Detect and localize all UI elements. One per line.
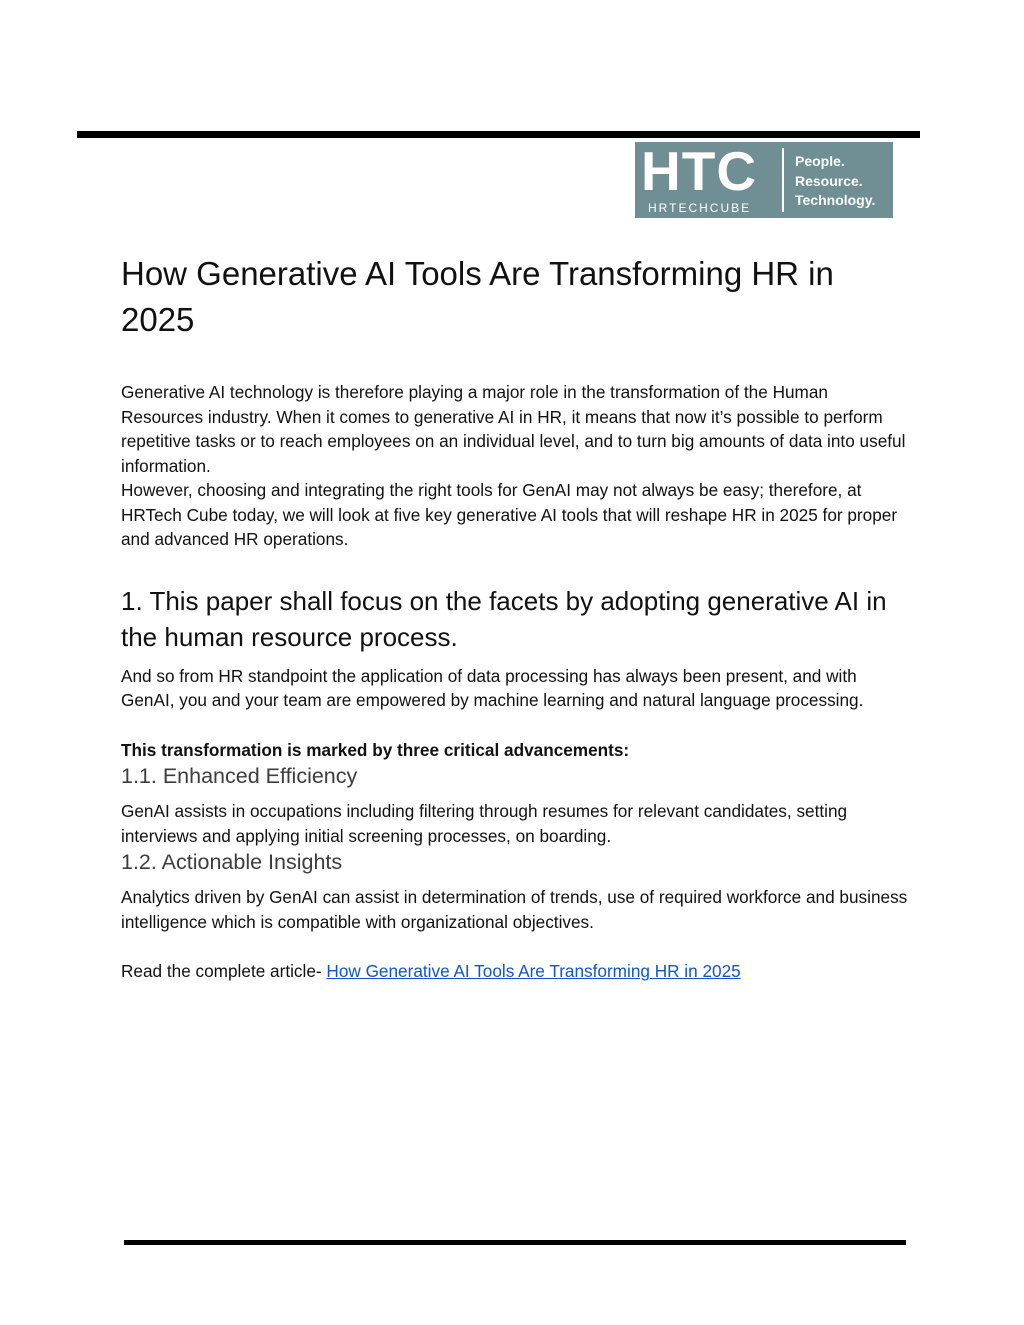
- subsection-1-2-body: Analytics driven by GenAI can assist in determination of trends, use of required workforce and business intelligence which is compatible with organizational objectives.: [121, 887, 908, 932]
- section-1-heading: 1. This paper shall focus on the facets by adopting generative AI in the human resource process.: [121, 585, 887, 652]
- read-more-line: [121, 959, 911, 984]
- read-more-prefix: Read the complete article-: [121, 961, 327, 981]
- document-title: How Generative AI Tools Are Transforming HR in 2025: [121, 255, 834, 338]
- logo-tagline-resource: Resource.: [795, 172, 863, 189]
- logo-tagline-technology: Technology.: [795, 192, 876, 208]
- document-content: [121, 251, 911, 984]
- logo-taglines: [795, 152, 875, 211]
- article-link[interactable]: How Generative AI Tools Are Transforming HR in 2025: [326, 961, 741, 981]
- top-rule: [77, 131, 920, 138]
- advancements-intro: This transformation is marked by three critical advancements:: [121, 739, 630, 760]
- section-1-body: And so from HR standpoint the application of data processing has always been present, and with GenAI, you and your team are empowered by machine learning and natural language processing.: [121, 665, 864, 710]
- bottom-rule: [124, 1240, 906, 1245]
- logo-letters: HTC: [641, 140, 758, 202]
- subsection-1-2-heading: 1.2. Actionable Insights: [121, 850, 343, 874]
- logo-subtitle: HRTECHCUBE: [648, 201, 752, 215]
- subsection-1-1-heading: 1.1. Enhanced Efficiency: [121, 764, 358, 788]
- logo-divider: [782, 148, 784, 212]
- logo-tagline-people: People.: [795, 153, 845, 169]
- subsection-1-1-body: GenAI assists in occupations including filtering through resumes for relevant candidates, setting interviews and applying initial screening processes, on boarding.: [121, 801, 848, 846]
- logo-mark: [635, 142, 778, 218]
- htc-logo: [635, 142, 893, 218]
- intro-paragraph: Generative AI technology is therefore playing a major role in the transformation of the Human Resources industry. When it comes to generative AI in HR, it means that now it’s possible to perform repetitive tasks or to reach employees on an individual level, and to turn big amounts of data into useful information.: [121, 382, 906, 476]
- intro-paragraph-continued: However, choosing and integrating the right tools for GenAI may not always be easy; therefore, at HRTech Cube today, we will look at five key generative AI tools that will reshape HR in 2025 for proper and advanced HR operations.: [121, 480, 898, 549]
